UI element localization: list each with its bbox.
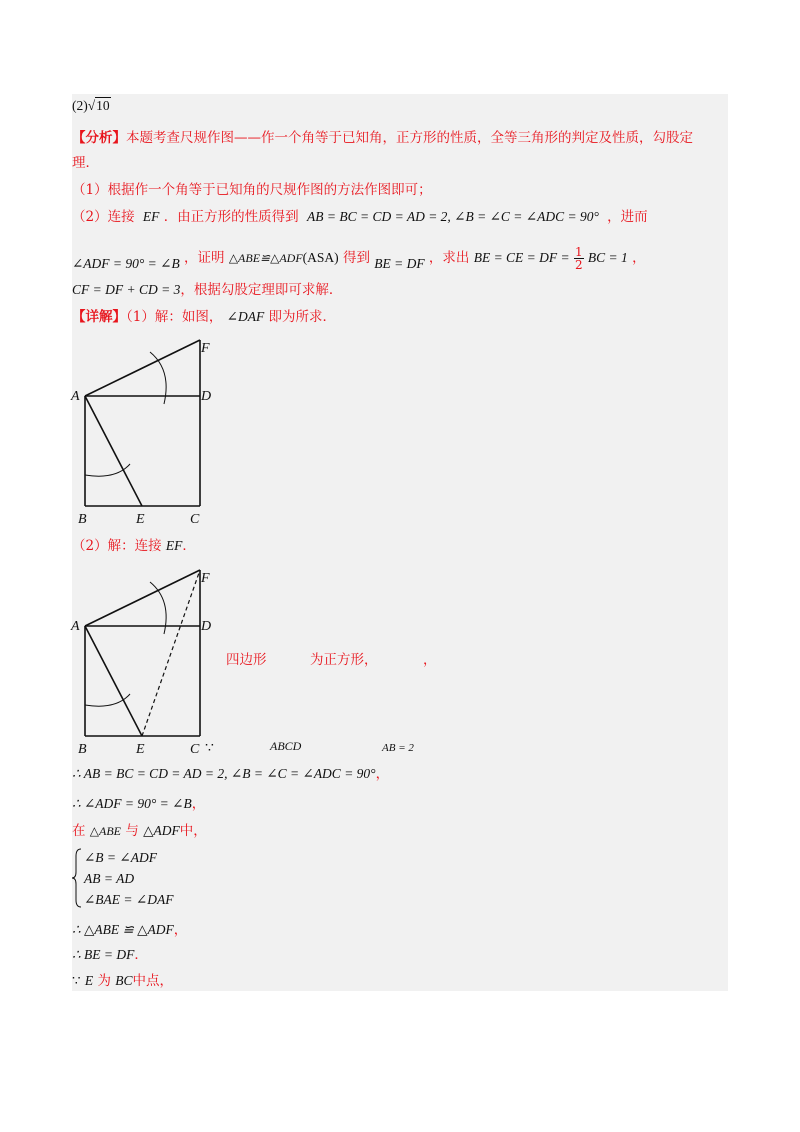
answer-value: 10 (96, 98, 110, 113)
proof-line3-b: 与 (125, 823, 139, 839)
line4-math3: BE = DF (374, 256, 425, 271)
system-eq-1: ∠B = ∠ADF (84, 850, 157, 865)
detail-part2-math: EF (165, 538, 183, 553)
label-E: E (136, 512, 145, 527)
proof-line1-end: ， (375, 766, 390, 782)
proof-line1-math: ∴ AB = BC = CD = AD = 2, ∠B = ∠C = ∠ADC = 90° (72, 766, 376, 781)
answer-line: (2)√10 (72, 98, 110, 113)
proof-line2-end: ， (191, 796, 206, 812)
proof-line3-a: 在 (72, 823, 86, 839)
system-eq-2: AB = AD (84, 871, 135, 886)
proof-line5-end: ． (134, 947, 148, 963)
line5-math: CF = DF + CD = 3 (72, 282, 181, 297)
analysis-line4 (72, 246, 646, 271)
step2-e: E (142, 209, 152, 224)
line5-text: ，根据勾股定理即可求解． (180, 282, 343, 298)
label-B: B (78, 512, 87, 527)
proof-line6-because: ∵ (72, 973, 81, 988)
detail-part1-end: 即为所求． (268, 309, 336, 325)
proof-line6 (72, 972, 173, 990)
detail-part1 (72, 308, 336, 326)
proof-line6-end: 中点， (132, 973, 173, 989)
proof-comma: ， (423, 652, 437, 668)
line4-text2: 得到 (342, 250, 370, 266)
analysis-intro-cont: 理． (72, 155, 99, 171)
step2-f: F (151, 209, 160, 224)
detail-part2-end: ． (182, 538, 196, 554)
analysis-step2 (72, 208, 648, 226)
step2-text-c: ，进而 (607, 209, 648, 225)
detail-part1-text: （1）解：如图， (126, 309, 223, 325)
line4-text4: ， (632, 250, 646, 266)
proof-line5 (72, 946, 148, 964)
construction-figure-2 (68, 560, 228, 760)
step2-text-a: （2）连接 (72, 209, 135, 225)
analysis-intro-text: 本题考查尺规作图——作一个角等于已知角，正方形的性质，全等三角形的判定及性质，勾股定 (126, 130, 693, 146)
proof-line5-math: ∴ BE = DF (72, 947, 135, 962)
proof-line6-bc: BC (115, 973, 133, 988)
proof-line4 (72, 921, 187, 939)
label-E-2: E (136, 742, 145, 757)
line4-math4: BE = CE = DF = (473, 250, 570, 265)
step2-math: AB = BC = CD = AD = 2, ∠B = ∠C = ∠ADC = 90° (306, 209, 599, 224)
line4-math5: BC = 1 (587, 250, 628, 265)
label-D: D (201, 389, 212, 404)
proof-line6-e: E (84, 973, 94, 988)
segment-ef (142, 570, 200, 736)
line4-math2: △ABE≌△ADF (228, 251, 303, 265)
label-A: A (71, 389, 80, 404)
analysis-tag: 【分析】 (72, 130, 126, 146)
detail-part2-text: （2）解：连接 (72, 538, 162, 554)
label-A-2: A (71, 619, 80, 634)
line4-text1: ，证明 (184, 250, 225, 266)
system-brace (72, 848, 82, 908)
proof-is-square: 为正方形， (310, 652, 378, 668)
proof-line4-math: ∴ △ABE ≌ △ADF (72, 922, 174, 937)
proof-line3 (72, 822, 207, 840)
label-D-2: D (201, 619, 212, 634)
proof-line2-math: ∴ ∠ADF = 90° = ∠B (72, 796, 192, 811)
proof-line3-c: 中， (179, 823, 207, 839)
label-B-2: B (78, 742, 87, 757)
construction-figure-1 (68, 330, 228, 530)
line4-text3: ，求出 (428, 250, 470, 266)
step2-text-b: ．由正方形的性质得到 (163, 209, 299, 225)
proof-ab2: AB = 2 (382, 742, 414, 754)
proof-line3-m1: △ABE (89, 824, 122, 838)
proof-abcd: ABCD (270, 739, 302, 753)
system-eq-3: ∠BAE = ∠DAF (84, 892, 174, 907)
label-C-2: C (190, 742, 200, 757)
analysis-line5 (72, 281, 342, 299)
proof-line1 (72, 765, 389, 783)
line4-asa: (ASA) (302, 250, 339, 265)
detail-part2 (72, 537, 196, 555)
analysis-intro (72, 129, 693, 147)
proof-quad-text: 四边形 (226, 652, 267, 668)
proof-line6-wei: 为 (97, 973, 111, 989)
proof-line3-m2: △ADF (143, 823, 180, 838)
proof-line2 (72, 795, 205, 813)
proof-because: ∵ (205, 741, 214, 756)
label-C: C (190, 512, 200, 527)
fraction-half: $\frac{1}{2}$ (574, 245, 583, 272)
detail-tag: 【详解】 (72, 309, 126, 325)
label-F-2: F (201, 571, 210, 586)
detail-part1-math: ∠DAF (226, 309, 265, 324)
answer-label: (2) (72, 98, 88, 113)
proof-line4-end: ， (173, 922, 188, 938)
analysis-step1: （1）根据作一个角等于已知角的尺规作图的方法作图即可； (72, 182, 432, 198)
line4-math1: ∠ADF = 90° = ∠B (72, 256, 180, 271)
label-F: F (201, 341, 210, 356)
